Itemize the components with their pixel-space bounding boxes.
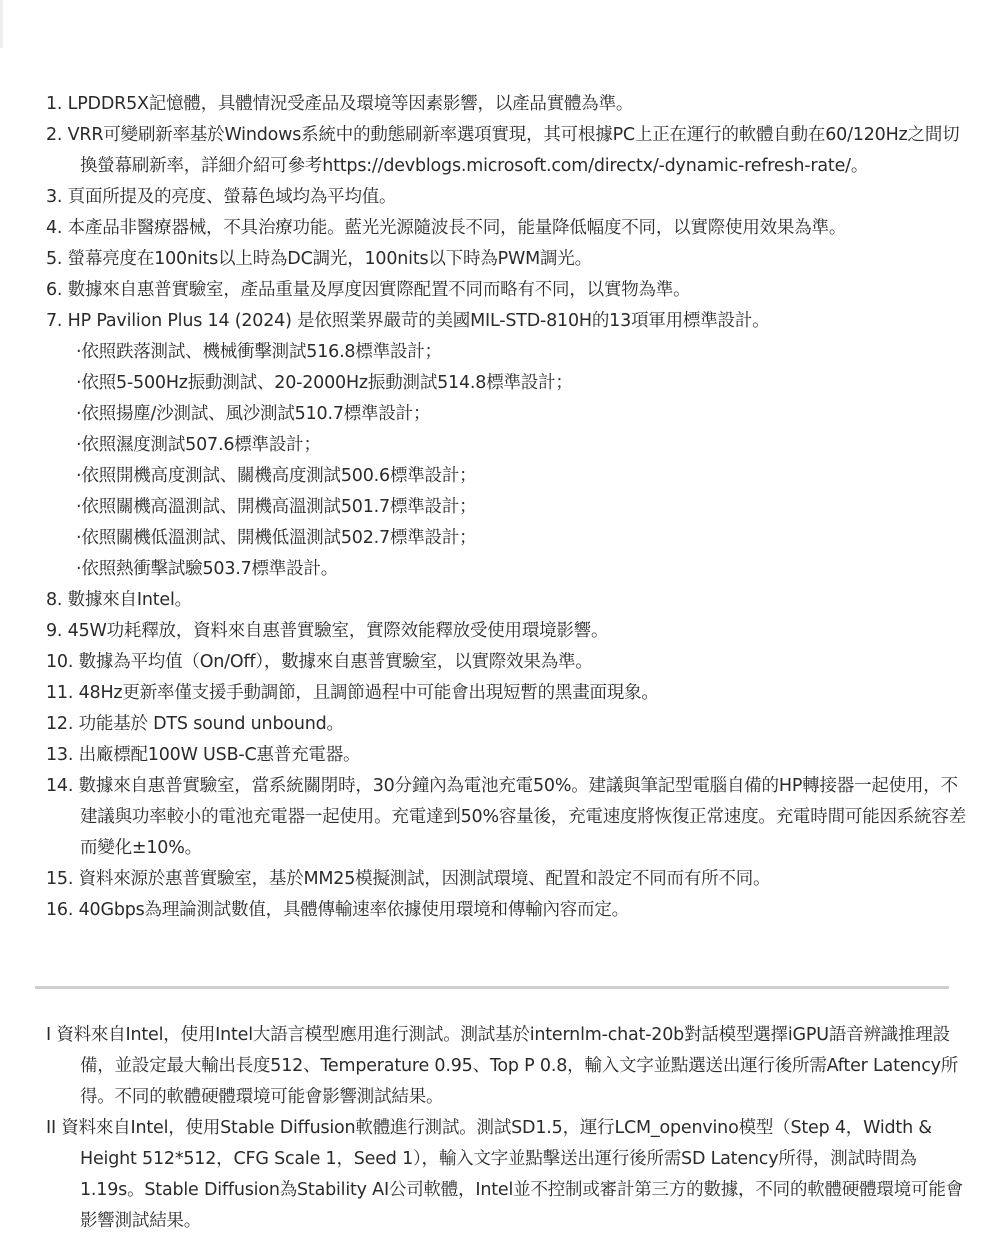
note-item: 13. 出廠標配100W USB-C惠普充電器。 — [46, 745, 361, 765]
note-item: 3. 頁面所提及的亮度、螢幕色域均為平均值。 — [46, 187, 397, 207]
note-item: 12. 功能基於 DTS sound unbound。 — [46, 714, 344, 734]
mil-std-sub-item: ·依照揚塵/沙測試、風沙測試510.7標準設計； — [76, 404, 431, 424]
note-item: 14. 數據來自惠普實驗室，當系統關閉時，30分鐘內為電池充電50%。建議與筆記型電腦自備的HP轉接器一起使用，不建議與功率較小的電池充電器一起使用。充電達到50%容量後，充電速度將恢復正常速度。充電時間可能因系統容差而變化±10%。 — [46, 776, 966, 858]
left-edge-rule — [0, 0, 3, 48]
product-notes-list — [46, 89, 966, 926]
mil-std-sub-item: ·依照關機高溫測試、開機高溫測試501.7標準設計； — [76, 497, 477, 517]
note-item: 1. LPDDR5X記憶體，具體情況受產品及環境等因素影響，以產品實體為準。 — [46, 94, 634, 114]
mil-std-sub-item: ·依照關機低溫測試、開機低溫測試502.7標準設計； — [76, 528, 477, 548]
mil-std-sub-item: ·依照5-500Hz振動測試、20-2000Hz振動測試514.8標準設計； — [76, 373, 573, 393]
note-item: 6. 數據來自惠普實驗室，產品重量及厚度因實際配置不同而略有不同，以實物為準。 — [46, 280, 691, 300]
note-item: 16. 40Gbps為理論測試數值，具體傳輸速率依據使用環境和傳輸內容而定。 — [46, 900, 629, 920]
note-item: 9. 45W功耗釋放，資料來自惠普實驗室，實際效能釋放受使用環境影響。 — [46, 621, 609, 641]
note-item: 11. 48Hz更新率僅支援手動調節，且調節過程中可能會出現短暫的黑畫面現象。 — [46, 683, 659, 703]
note-item: 8. 數據來自Intel。 — [46, 590, 192, 610]
note-item: 15. 資料來源於惠普實驗室，基於MM25模擬測試，因測試環境、配置和設定不同而有所不同。 — [46, 869, 771, 889]
mil-std-sub-item: ·依照熱衝擊試驗503.7標準設計。 — [76, 559, 339, 579]
note-item: 5. 螢幕亮度在100nits以上時為DC調光，100nits以下時為PWM調光。 — [46, 249, 592, 269]
note-item: 4. 本產品非醫療器械，不具治療功能。藍光光源隨波長不同，能量降低幅度不同，以實際使用效果為準。 — [46, 218, 847, 238]
note-item: 7. HP Pavilion Plus 14 (2024) 是依照業界嚴苛的美國MIL-STD-810H的13項軍用標準設計。 — [46, 311, 770, 331]
footnote-item: I 資料來自Intel，使用Intel大語言模型應用進行測試。測試基於internlm-chat-20b對話模型選擇iGPU語音辨識推理設備，並設定最大輸出長度512、Temperature 0.95、Top P 0.8，輸入文字並點選送出運行後所需After Latency所得。不同的軟體硬體環境可能會影響測試結果。 — [46, 1025, 959, 1107]
mil-std-sub-item: ·依照開機高度測試、關機高度測試500.6標準設計； — [76, 466, 477, 486]
mil-std-sub-item: ·依照濕度測試507.6標準設計； — [76, 435, 321, 455]
footnote-item: II 資料來自Intel，使用Stable Diffusion軟體進行測試。測試SD1.5，運行LCM_openvino模型（Step 4，Width & Height 512*512，CFG Scale 1，Seed 1），輸入文字並點擊送出運行後所需SD Latency所得，測試時間為1.19s。Stable Diffusion為Stability AI公司軟體，Intel並不控制或審計第三方的數據，不同的軟體硬體環境可能會影響測試結果。 — [46, 1118, 963, 1231]
ai-test-footnotes — [46, 1020, 966, 1237]
mil-std-sub-item: ·依照跌落測試、機械衝擊測試516.8標準設計； — [76, 342, 442, 362]
note-item: 10. 數據為平均值（On/Off），數據來自惠普實驗室，以實際效果為準。 — [46, 652, 593, 672]
section-divider — [35, 986, 949, 989]
note-item: 2. VRR可變刷新率基於Windows系統中的動態刷新率選項實現，其可根據PC上正在運行的軟體自動在60/120Hz之間切換螢幕刷新率，詳細介紹可參考https://devblogs.microsoft.com/directx/-dynamic-refresh-rate/。 — [46, 125, 960, 176]
